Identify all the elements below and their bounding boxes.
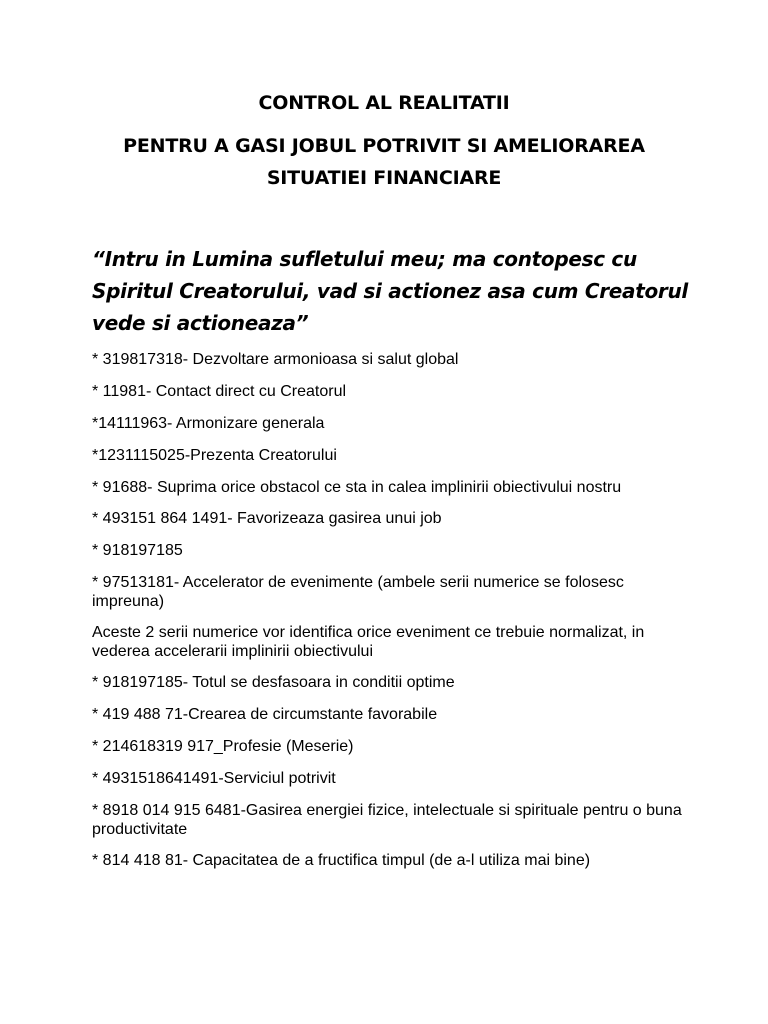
list-item: * 493151 864 1491- Favorizeaza gasirea unui job — [92, 510, 442, 527]
list-item: * 214618319 917_Profesie (Meserie) — [92, 738, 354, 755]
document-subtitle-line-1: PENTRU A GASI JOBUL POTRIVIT SI AMELIORAREA — [123, 135, 645, 157]
list-item: * 91688- Suprima orice obstacol ce sta in calea implinirii obiectivului nostru — [92, 479, 622, 496]
list-item: * 97513181- Accelerator de evenimente (ambele serii numerice se folosesc impreuna) — [92, 574, 624, 610]
number-series-list — [92, 350, 692, 883]
list-item: *14111963- Armonizare generala — [92, 415, 325, 432]
list-item: * 918197185- Totul se desfasoara in conditii optime — [92, 674, 455, 691]
affirmation-quote: “Intru in Lumina sufletului meu; ma contopesc cu Spiritul Creatorului, vad si actionez asa cum Creatorul vede si actioneaza” — [92, 247, 688, 335]
list-item: * 8918 014 915 6481-Gasirea energiei fizice, intelectuale si spirituale pentru o buna productivitate — [92, 802, 682, 838]
explanatory-paragraph: Aceste 2 serii numerice vor identifica orice eveniment ce trebuie normalizat, in vederea accelerarii implinirii obiectivului — [92, 624, 645, 660]
list-item: * 814 418 81- Capacitatea de a fructifica timpul (de a-l utiliza mai bine) — [92, 852, 591, 869]
document-title: CONTROL AL REALITATII — [258, 92, 510, 114]
list-item: * 11981- Contact direct cu Creatorul — [92, 383, 347, 400]
list-item: *1231115025-Prezenta Creatorului — [92, 447, 337, 464]
document-subtitle-line-2: SITUATIEI FINANCIARE — [266, 167, 502, 189]
list-item: * 419 488 71-Crearea de circumstante favorabile — [92, 706, 438, 723]
list-item: * 319817318- Dezvoltare armonioasa si salut global — [92, 351, 459, 368]
list-item: * 918197185 — [92, 542, 183, 559]
list-item: * 4931518641491-Serviciul potrivit — [92, 770, 336, 787]
